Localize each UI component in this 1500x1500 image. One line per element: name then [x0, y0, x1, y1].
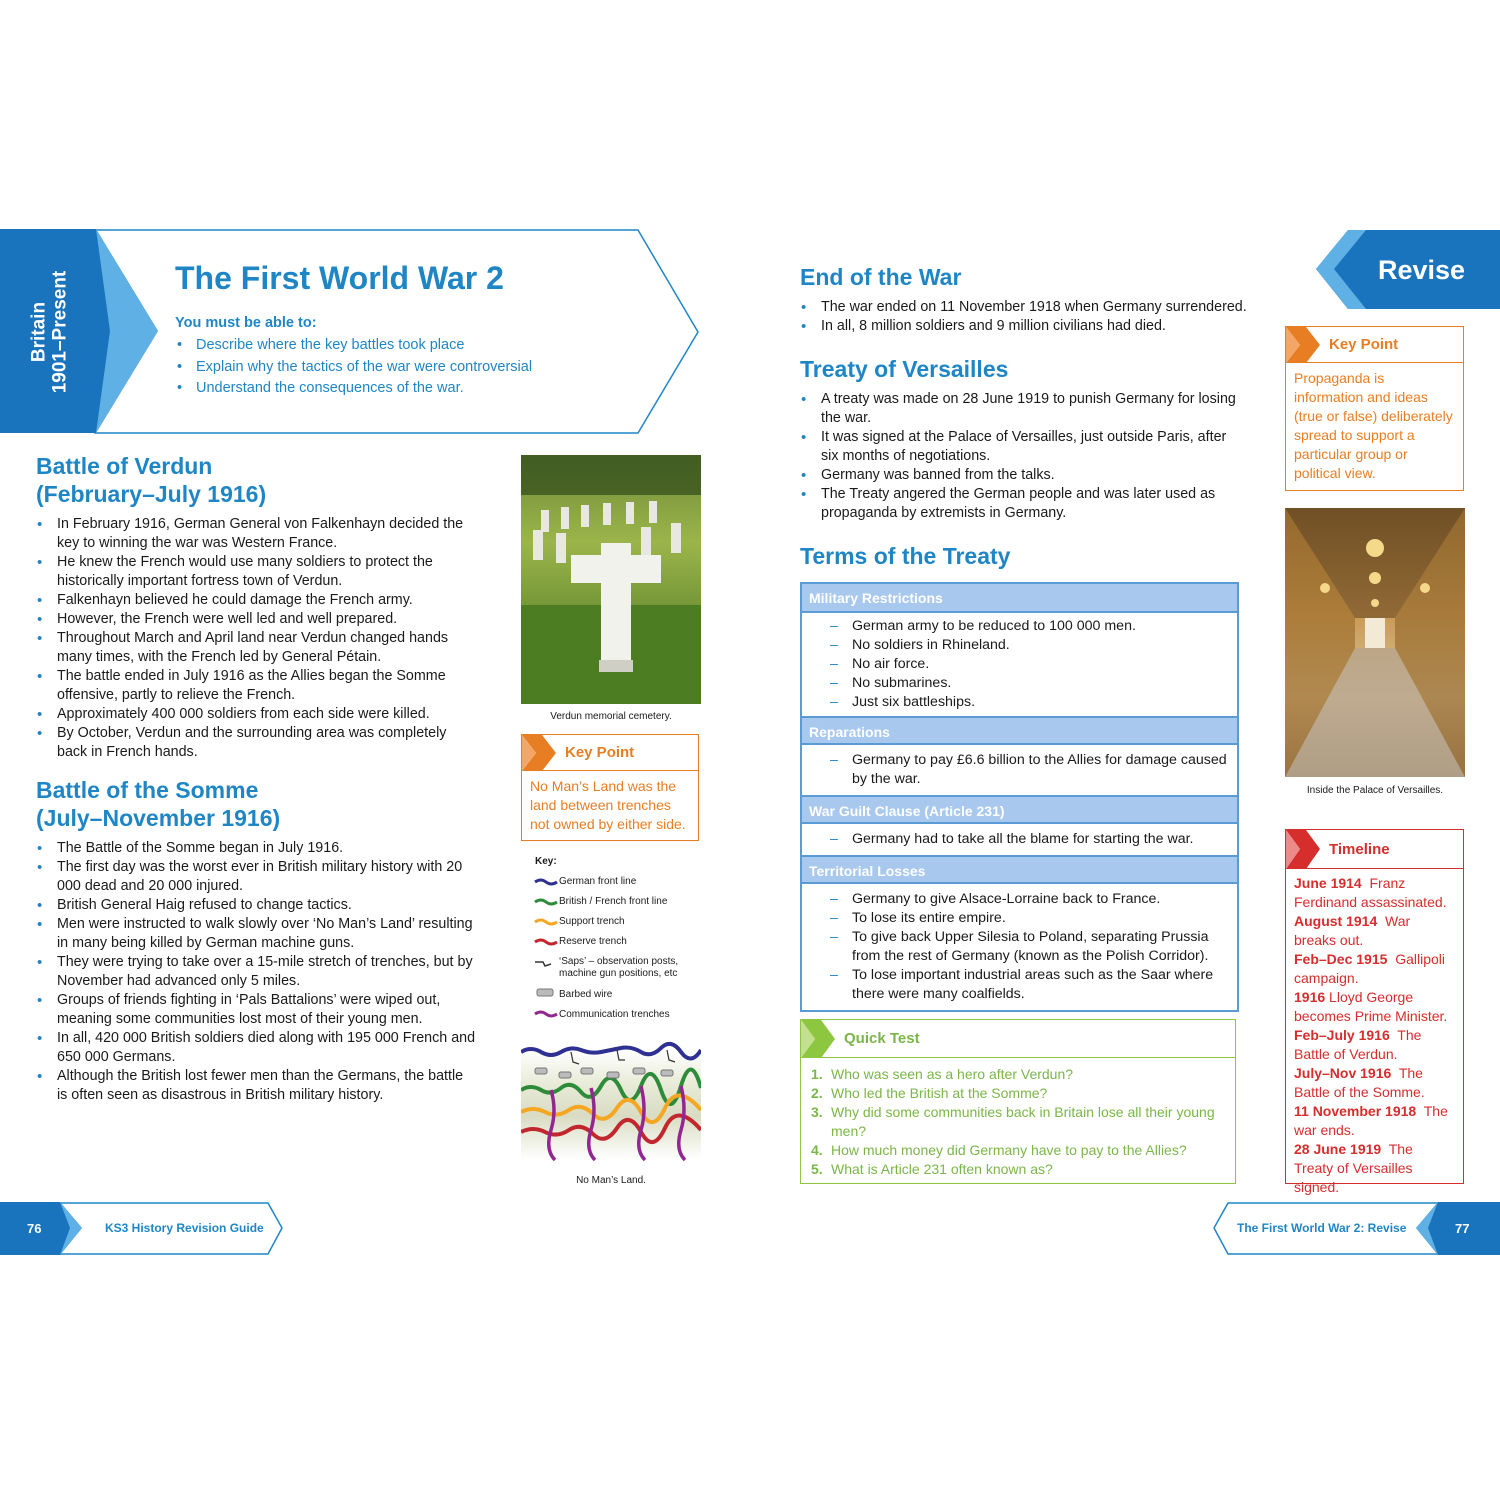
- timeline-entry: [1294, 1026, 1455, 1064]
- timeline-event: The Battle of Verdun.: [1294, 1027, 1422, 1062]
- list-item: – To lose important industrial areas such as the Saar where there were many coalfields.: [830, 966, 1229, 1004]
- page-number-left: 76: [27, 1221, 42, 1236]
- list-item: • The war ended on 11 November 1918 when Germany surrendered.: [800, 298, 1270, 317]
- timeline-date: Feb–July 1916: [1294, 1027, 1390, 1043]
- key-point-box: [1285, 326, 1464, 491]
- key-point-title: Key Point: [565, 744, 635, 761]
- timeline-event: War breaks out.: [1294, 913, 1411, 948]
- key-point-text: Propaganda is information and ideas (true or false) deliberately spread to support a particular group or political view.: [1294, 370, 1453, 481]
- terms-section-title: Reparations: [802, 716, 1237, 745]
- question-number: 3.: [811, 1104, 823, 1120]
- end-of-war-bullets: [800, 298, 1270, 336]
- timeline-date: Feb–Dec 1915: [1294, 951, 1388, 967]
- timeline-entry: [1294, 1064, 1455, 1102]
- list-item: – Germany to pay £6.6 billion to the Allies for damage caused by the war.: [830, 751, 1229, 789]
- somme-heading-line1: Battle of the Somme: [36, 777, 259, 803]
- question-text: Who led the British at the Somme?: [831, 1085, 1048, 1101]
- list-item: – No air force.: [830, 655, 1229, 674]
- key-point-title: Key Point: [1329, 336, 1399, 353]
- key-point-header: [522, 735, 698, 771]
- quick-test-questions: [801, 1058, 1235, 1186]
- list-item: [811, 1103, 1225, 1141]
- quick-test-header: [801, 1020, 1235, 1058]
- timeline-event: Franz Ferdinand assassinated.: [1294, 875, 1447, 910]
- swatch-reserve-trench: [535, 940, 557, 944]
- list-item: • Throughout March and April land near Verdun changed hands many times, with the French led by General Pétain.: [36, 629, 476, 667]
- list-item: • A treaty was made on 28 June 1919 to punish Germany for losing the war.: [800, 390, 1245, 428]
- key-point-box: [521, 734, 699, 841]
- swatch-support-trench: [535, 920, 557, 924]
- diagram-key-item: ‘Saps’ – observation posts, machine gun positions, etc: [559, 956, 679, 979]
- timeline-entry: [1294, 950, 1455, 988]
- diagram-key-item: Communication trenches: [559, 1009, 670, 1020]
- diagram-key-title: Key:: [535, 856, 557, 867]
- list-item: – German army to be reduced to 100 000 men.: [830, 617, 1229, 636]
- quick-test-box: [800, 1019, 1236, 1184]
- key-point-text: No Man’s Land was the land between trenches not owned by either side.: [530, 778, 686, 832]
- timeline-event: The Treaty of Versailles signed.: [1294, 1141, 1413, 1195]
- side-tab-line2: 1901–Present: [49, 270, 71, 393]
- verdun-heading: [36, 452, 266, 508]
- timeline-date: 1916: [1294, 989, 1326, 1005]
- question-number: 1.: [811, 1066, 823, 1082]
- list-item: • By October, Verdun and the surrounding area was completely back in French hands.: [36, 724, 476, 762]
- objectives-heading: You must be able to:: [175, 315, 317, 331]
- swatch-barbed-wire: [537, 989, 553, 996]
- timeline-entry: [1294, 1140, 1455, 1197]
- somme-heading: [36, 776, 280, 832]
- chevron-icon: [522, 735, 562, 771]
- chevron-icon: [1286, 327, 1326, 363]
- list-item: – No soldiers in Rhineland.: [830, 636, 1229, 655]
- terms-section-title: War Guilt Clause (Article 231): [802, 795, 1237, 824]
- list-item: [811, 1160, 1225, 1179]
- timeline-entries: [1286, 869, 1463, 1202]
- swatch-british-front-line: [535, 900, 557, 904]
- list-item: – Just six battleships.: [830, 693, 1229, 712]
- question-text: What is Article 231 often known as?: [831, 1161, 1053, 1177]
- question-text: Who was seen as a hero after Verdun?: [831, 1066, 1074, 1082]
- list-item: • In February 1916, German General von Falkenhayn decided the key to winning the war was Western France.: [36, 515, 476, 553]
- diagram-key-item: Barbed wire: [559, 989, 613, 1000]
- list-item: • Germany was banned from the talks.: [800, 466, 1245, 485]
- trench-diagram: [521, 852, 701, 1172]
- timeline-date: August 1914: [1294, 913, 1378, 929]
- verdun-heading-line2: (February–July 1916): [36, 481, 267, 507]
- timeline-entry: [1294, 988, 1455, 1026]
- chevron-icon: [1286, 830, 1326, 869]
- footer-right-title: The First World War 2: Revise: [1237, 1221, 1407, 1235]
- list-item: – To lose its entire empire.: [830, 909, 1229, 928]
- terms-section-title: Military Restrictions: [802, 584, 1237, 613]
- list-item: • British General Haig refused to change tactics.: [36, 896, 476, 915]
- terms-section-list: [802, 613, 1237, 716]
- objective-item: • Explain why the tactics of the war were controversial: [175, 357, 655, 379]
- list-item: – Germany to give Alsace-Lorraine back to France.: [830, 890, 1229, 909]
- diagram-key-item: German front line: [559, 876, 637, 887]
- versailles-bullets: [800, 390, 1245, 523]
- list-item: • In all, 8 million soldiers and 9 million civilians had died.: [800, 317, 1270, 336]
- timeline-entry: [1294, 912, 1455, 950]
- objectives-list: [175, 335, 655, 400]
- list-item: • Men were instructed to walk slowly over ‘No Man’s Land’ resulting in many being killed by German machine guns.: [36, 915, 476, 953]
- somme-bullets: [36, 839, 476, 1105]
- key-point-header: [1286, 327, 1463, 363]
- list-item: • Approximately 400 000 soldiers from each side were killed.: [36, 705, 476, 724]
- timeline-event: Gallipoli campaign.: [1294, 951, 1445, 986]
- timeline-header: [1286, 830, 1463, 869]
- chevron-icon: [801, 1020, 841, 1058]
- swatch-communication-trenches: [535, 1012, 557, 1016]
- list-item: [811, 1084, 1225, 1103]
- swatch-saps: [535, 962, 551, 966]
- diagram-key-swatches: [533, 876, 559, 1046]
- side-tab-line1: Britain: [28, 301, 50, 362]
- timeline-box: [1285, 829, 1464, 1195]
- somme-heading-line2: (July–November 1916): [36, 805, 281, 831]
- question-number: 5.: [811, 1161, 823, 1177]
- versailles-hall-photo: [1285, 508, 1465, 777]
- trench-illustration: [521, 1040, 701, 1166]
- quick-test-title: Quick Test: [844, 1030, 920, 1047]
- list-item: • However, the French were well led and well prepared.: [36, 610, 476, 629]
- list-item: • Groups of friends fighting in ‘Pals Battalions’ were wiped out, meaning some communities lost most of their young men.: [36, 991, 476, 1029]
- timeline-entry: [1294, 1102, 1455, 1140]
- timeline-event: Lloyd George becomes Prime Minister.: [1294, 989, 1448, 1024]
- list-item: • In all, 420 000 British soldiers died along with 195 000 French and 650 000 Germans.: [36, 1029, 476, 1067]
- list-item: • They were trying to take over a 15-mile stretch of trenches, but by November had advanced only 5 miles.: [36, 953, 476, 991]
- question-text: How much money did Germany have to pay to the Allies?: [831, 1142, 1187, 1158]
- list-item: • It was signed at the Palace of Versailles, just outside Paris, after six months of negotiations.: [800, 428, 1245, 466]
- diagram-key-item: Reserve trench: [559, 936, 627, 947]
- diagram-caption: No Man’s Land.: [576, 1175, 646, 1186]
- terms-section-title: Territorial Losses: [802, 855, 1237, 884]
- question-text: Why did some communities back in Britain lose all their young men?: [831, 1104, 1215, 1139]
- terms-section-list: [802, 824, 1237, 855]
- timeline-title: Timeline: [1329, 841, 1390, 858]
- revise-label: Revise: [1378, 255, 1466, 285]
- verdun-heading-line1: Battle of Verdun: [36, 453, 213, 479]
- timeline-date: 28 June 1919: [1294, 1141, 1382, 1157]
- terms-section-list: [802, 884, 1237, 1010]
- verdun-bullets: [36, 515, 476, 762]
- list-item: • Falkenhayn believed he could damage the French army.: [36, 591, 476, 610]
- footer-left-title: KS3 History Revision Guide: [105, 1221, 264, 1235]
- swatch-german-front-line: [535, 880, 557, 884]
- list-item: • The first day was the worst ever in British military history with 20 000 dead and 20 000 injured.: [36, 858, 476, 896]
- terms-heading: Terms of the Treaty: [800, 543, 1011, 569]
- list-item: – Germany had to take all the blame for starting the war.: [830, 830, 1229, 849]
- terms-table: [800, 582, 1239, 1012]
- terms-section-list: [802, 745, 1237, 795]
- list-item: • The battle ended in July 1916 as the Allies began the Somme offensive, partly to relieve the French.: [36, 667, 476, 705]
- timeline-event: The war ends.: [1294, 1103, 1448, 1138]
- end-of-war-heading: End of the War: [800, 264, 962, 290]
- versailles-photo-caption: Inside the Palace of Versailles.: [1306, 785, 1444, 796]
- timeline-date: June 1914: [1294, 875, 1362, 891]
- list-item: • He knew the French would use many soldiers to protect the historically important fortress town of Verdun.: [36, 553, 476, 591]
- question-number: 2.: [811, 1085, 823, 1101]
- list-item: – No submarines.: [830, 674, 1229, 693]
- side-tab: [0, 230, 98, 433]
- verdun-photo-caption: Verdun memorial cemetery.: [550, 711, 672, 722]
- timeline-date: 11 November 1918: [1294, 1103, 1417, 1119]
- list-item: • The Treaty angered the German people and was later used as propaganda by extremists in Germany.: [800, 485, 1245, 523]
- versailles-heading: Treaty of Versailles: [800, 356, 1009, 382]
- list-item: [811, 1141, 1225, 1160]
- list-item: • The Battle of the Somme began in July 1916.: [36, 839, 476, 858]
- list-item: [811, 1065, 1225, 1084]
- list-item: – To give back Upper Silesia to Poland, separating Prussia from the rest of Germany (known as the Polish Corridor).: [830, 928, 1229, 966]
- objective-item: • Describe where the key battles took place: [175, 335, 655, 357]
- timeline-date: July–Nov 1916: [1294, 1065, 1392, 1081]
- page-title: The First World War 2: [175, 260, 504, 296]
- verdun-cemetery-photo: [521, 455, 701, 704]
- objective-item: • Understand the consequences of the war.: [175, 378, 655, 400]
- list-item: • Although the British lost fewer men than the Germans, the battle is often seen as disastrous in British military history.: [36, 1067, 476, 1105]
- page-number-right: 77: [1455, 1221, 1470, 1236]
- question-number: 4.: [811, 1142, 823, 1158]
- timeline-entry: [1294, 874, 1455, 912]
- diagram-key-item: Support trench: [559, 916, 625, 927]
- timeline-event: The Battle of the Somme.: [1294, 1065, 1425, 1100]
- diagram-key-item: British / French front line: [559, 896, 668, 907]
